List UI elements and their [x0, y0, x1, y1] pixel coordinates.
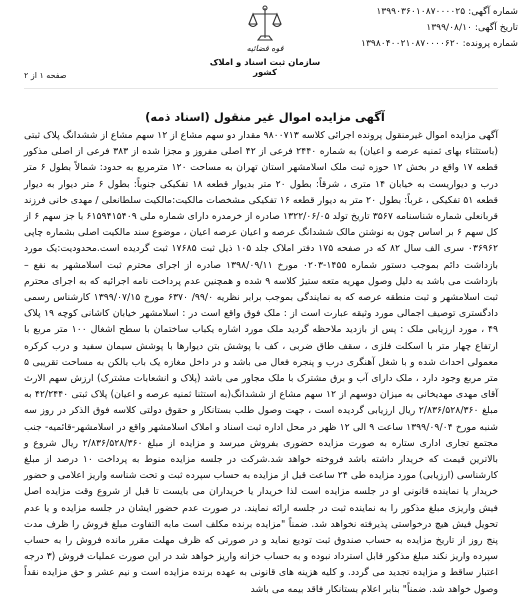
emblem-caption: قوه قضائیه [246, 44, 284, 53]
case-number: شماره پرونده: ۱۳۹۸۰۴۰۰۲۱۰۸۷۰۰۰۰۶۲۰ [361, 38, 518, 49]
scales-of-justice-icon [248, 4, 282, 44]
notice-body [24, 128, 498, 598]
ad-number: شماره آگهی: ۱۳۹۹۰۳۶۰۱۰۸۷۰۰۰۰۲۵ [376, 6, 518, 17]
organization-name: سازمان ثبت اسناد و املاک کشور [209, 58, 321, 78]
notice-title: آگهی مزایده اموال غیر منقول (اسناد ذمه) [145, 110, 385, 124]
ad-meta [296, 4, 518, 52]
ad-date: تاریخ آگهی: ۱۳۹۹/۰۸/۱۰ [426, 22, 518, 33]
notice-paragraph: آگهی مزایده اموال غیرمنقول پرونده اجرائی کلاسه ۹۸۰۰۷۱۳ مقدار دو سهم مشاع از ۱۲ سهم مشاع از ششدانگ پلاک ثبتی (باستثناء بهای ثمنیه عرصه و اعیان) به شماره ۲۴۴۰ فرعی از ۴۲ اصلی مفروز و مجزا شده از ۳۸۳ فرعی از اصلی مذکور قطعه ۱۷ واقع در بخش ۱۲ حوزه ثبت ملک اسلامشهر استان تهران به مساحت ۱۲۰ مترمربع به حدود: شمالاً بطول ۶ متر درب و دیواریست به خیابان ۱۴ متری ، شرقاً: بطول ۲۰ متر بدیوار قطعه ۱۸ تفکیکی جنوباً: بطول ۶ متر دیوار به دیوار قطعه ۵۱ تفکیکی ، غرباً: بطول ۲۰ متر به دیوار قطعه ۱۶ تفکیکی مشخصات مالکیت:مالکیت سلطانعلی / مهدی خانی فرزند قربانعلی شماره شناسنامه ۳۵۶۷ تاریخ تولد ۱۳۲۲/۰۶/۰۵ صادره از خرمدره دارای شماره ملی ۶۱۵۹۴۱۵۴۰۹ با جز سهم ۶ از کل سهم ۶ بر اساس چون به نوشتن مالک ششدانگ عرصه و اعیان عرصه اعیان ، موضوع سند مالکیت اصلی بشماره چاپی ۰۳۶۹۶۲ سری الف سال ۸۲ که در صفحه ۱۷۵ دفتر املاک جلد ۱۰۵ ذیل ثبت ۱۷۶۸۵ ثبت گردیده است.محدودیت:یک مورد بازداشت دائم بموجب دستور شماره ۱۴۵۵-۰۲۰۳ مورخ ۱۳۹۸/۰۹/۱۱ صادره از اجرای محترم ثبت اسلامشهر به نفع – بازداشت می باشد به دلیل وصول مهریه متعه ستیژ کلاسه ۹ شده و همچنین عدم پرداخت نامه اجرائیه که به اجرای محترم ثبت اسلامشهر و ثبت منطقه عرصه که به نمایندگی بموجب برابر نظریه ۹۹/۰/ ۶۳۷۰ مورخ ۱۳۹۹/۰۷/۱۵ کارشناس رسمی دادگستری توصیف اجمالی مورد وثیقه عبارت است از : ملک فوق واقع است در : اسلامشهر خیابان کاشانی کوچه ۱۹ پلاک ۴۹ ، مورد ارزیابی ملک : پس از بازدید ملاحظه گردید ملک مورد اشاره یکباب ساختمان با سطح اشغال ۱۰۰ متر مربع با ارتفاع چهار متر با اسکلت فلزی ، سقف طاق ضربی ، کف با پوشش بتن دیوارها با پوشش سیمان سفید و درب کرکره معمولی احداث شده و با شغل آهنگری درب و پنجره فعال می باشد و در داخل مغازه یک باب بالکن به مساحت تقریبی ۵ متر مربع وجود دارد ، ملک دارای آب و برق مشترک با ملک مجاور می باشد (پلاک و انشعابات مشترک) ارزش سهم الارث آقای مهدی مهدیخانی به میزان دوسهم از ۱۲ سهم مشاع از ششدانگ(به استثنا ثمنیه عرصه و اعیان) پلاک ثبتی ۴۲/۲۴۴۰ به مبلغ ۲/۸۳۶/۵۲۸/۳۶۰ ریال ارزیابی گردیده است ، جهت وصول طلب بستانکار و حقوق دولتی کلاسه فوق الذکر در روز سه شنبه مورخ ۱۳۹۹/۰۹/۰۴ ساعت ۹ الی ۱۲ ظهر در محل اداره ثبت اسناد و املاک اسلامشهر واقع در اسلامشهر-قائمیه- جنب مجتمع تجاری اداری ستاره به صورت مزایده حضوری بفروش میرسد و مزایده از مبلغ ۲/۸۳۶/۵۲۸/۳۶۰ ریال شروع و بالاترین قیمت که خریدار داشته باشد فروخته خواهد شد.شرکت در جلسه مزایده منوط به پرداخت ۱۰ درصد از مبلغ کارشناسی (ارزیابی) مورد مزایده طی ۲۴ ساعت قبل از مزایده به حساب سپرده ثبت و تحت شناسه واریز اعلامی و حضور خریدار یا نماینده قانونی او در جلسه مزایده است لذا خریدار یا خریداران می بایست تا قبل از شروع وقت مزایده اصل فیش واریزی مبلغ مذکور را به نماینده ثبت در جلسه ارائه نمایند. در صورت عدم حضور ایشان در جلسه مزایده و یا عدم تحویل فیش هیچ درخواستی پذیرفته نخواهد شد. ضمناً "مزایده برنده مکلف است مابه التفاوت مبلغ فروش را ظرف مدت پنج روز از تاریخ مزایده به حساب صندوق ثبت تودیع نماید و در صورتی که ظرف مهلت مقرر مانده فروش را به حساب سپرده واریز نکند مبلغ مذکور قابل استرداد نبوده و به حساب خزانه واریز خواهد شد در این صورت عملیات فروش (۳ درجه اعتبار ساقط و مزایده تجدید می گردد. و کلیه هزینه های قانونی به عهده برنده مزایده است و نیم عشر و حق مزایده نقداً وصول خواهد شد. ضمناً" بنابر اعلام بستانکار فاقد بیمه می باشد [24, 130, 499, 595]
divider [24, 88, 498, 89]
page-number: صفحه ۱ از ۲ [24, 71, 67, 80]
